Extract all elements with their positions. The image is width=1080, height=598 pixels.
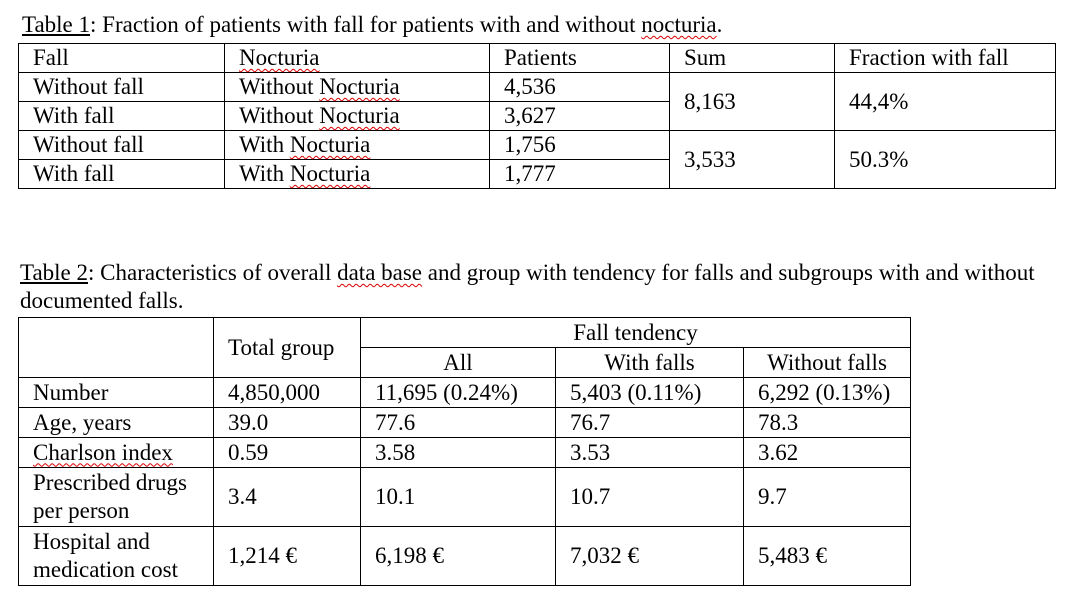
nocturia-prefix: Without: [239, 103, 320, 128]
table-row: [19, 73, 1056, 102]
row-label: Hospital and medication cost: [19, 527, 214, 586]
patients-cell: 1,777: [490, 160, 670, 189]
nocturia-prefix: With: [239, 132, 290, 157]
nocturia-cell: [225, 73, 490, 102]
table1-caption-text: : Fraction of patients with fall for patients with and without: [90, 12, 642, 37]
table-row: [19, 378, 911, 408]
table2-caption-label: Table 2: [20, 260, 89, 285]
nocturia-prefix: Without: [239, 74, 320, 99]
with-falls-cell: 3.53: [556, 438, 744, 468]
without-falls-cell: 5,483 €: [744, 527, 911, 586]
table2-caption-text-b: and group with tendency for falls and subgroups with and without documented falls.: [20, 260, 1035, 313]
table-row: [19, 527, 911, 586]
with-falls-cell: 5,403 (0.11%): [556, 378, 744, 408]
total-cell: 39.0: [214, 408, 361, 438]
nocturia-prefix: With: [239, 161, 290, 186]
table1-header-nocturia: Nocturia: [225, 44, 490, 73]
row-label: Charlson index: [19, 438, 214, 468]
table2-caption: [20, 259, 1070, 315]
nocturia-term: Nocturia: [319, 103, 400, 128]
nocturia-cell: [225, 160, 490, 189]
all-cell: 6,198 €: [361, 527, 556, 586]
nocturia-cell: [225, 102, 490, 131]
nocturia-cell: [225, 131, 490, 160]
table-row: [19, 438, 911, 468]
table1-caption-end: .: [716, 12, 723, 37]
all-cell: 77.6: [361, 408, 556, 438]
table2-caption-text-a: : Characteristics of overall: [88, 260, 338, 285]
table-row: [19, 468, 911, 527]
table1-header-fall: Fall: [19, 44, 225, 73]
fall-cell: Without fall: [19, 131, 225, 160]
nocturia-term: Nocturia: [319, 74, 400, 99]
with-falls-cell: 7,032 €: [556, 527, 744, 586]
patients-cell: 3,627: [490, 102, 670, 131]
table2-caption-term: data base: [337, 260, 423, 285]
table1-header-patients: Patients: [490, 44, 670, 73]
row-label: Prescribed drugs per person: [19, 468, 214, 527]
table1-caption-term: nocturia: [641, 12, 717, 37]
sum-cell: 8,163: [670, 73, 835, 131]
without-falls-cell: 78.3: [744, 408, 911, 438]
table1-caption: [22, 12, 722, 38]
total-cell: 0.59: [214, 438, 361, 468]
table1: [18, 43, 1056, 189]
patients-cell: 4,536: [490, 73, 670, 102]
nocturia-term: Nocturia: [289, 132, 371, 157]
without-falls-cell: 3.62: [744, 438, 911, 468]
patients-cell: 1,756: [490, 131, 670, 160]
table2-header-all: All: [361, 348, 556, 378]
fall-cell: With fall: [19, 102, 225, 131]
fraction-cell: 50.3%: [835, 131, 1056, 189]
table2-header-without-falls: Without falls: [744, 348, 911, 378]
row-label: Number: [19, 378, 214, 408]
total-cell: 3.4: [214, 468, 361, 527]
with-falls-cell: 76.7: [556, 408, 744, 438]
total-cell: 1,214 €: [214, 527, 361, 586]
table1-header-sum: Sum: [670, 44, 835, 73]
nocturia-term: Nocturia: [289, 161, 371, 186]
without-falls-cell: 9.7: [744, 468, 911, 527]
table1-header-row: [19, 44, 1056, 73]
table2-header-fall-tendency: Fall tendency: [361, 318, 911, 348]
all-cell: 10.1: [361, 468, 556, 527]
with-falls-cell: 10.7: [556, 468, 744, 527]
table2-header-total: Total group: [214, 318, 361, 378]
fall-cell: Without fall: [19, 73, 225, 102]
table2-header-empty: [19, 318, 214, 378]
table-row: [19, 408, 911, 438]
table1-caption-label: Table 1: [22, 12, 91, 37]
table1-header-fraction: Fraction with fall: [835, 44, 1056, 73]
total-cell: 4,850,000: [214, 378, 361, 408]
sum-cell: 3,533: [670, 131, 835, 189]
all-cell: 11,695 (0.24%): [361, 378, 556, 408]
table-row: [19, 131, 1056, 160]
table2: [18, 317, 911, 586]
fall-cell: With fall: [19, 160, 225, 189]
table2-header-row: [19, 318, 911, 348]
table2-header-with-falls: With falls: [556, 348, 744, 378]
row-label: Age, years: [19, 408, 214, 438]
all-cell: 3.58: [361, 438, 556, 468]
without-falls-cell: 6,292 (0.13%): [744, 378, 911, 408]
fraction-cell: 44,4%: [835, 73, 1056, 131]
